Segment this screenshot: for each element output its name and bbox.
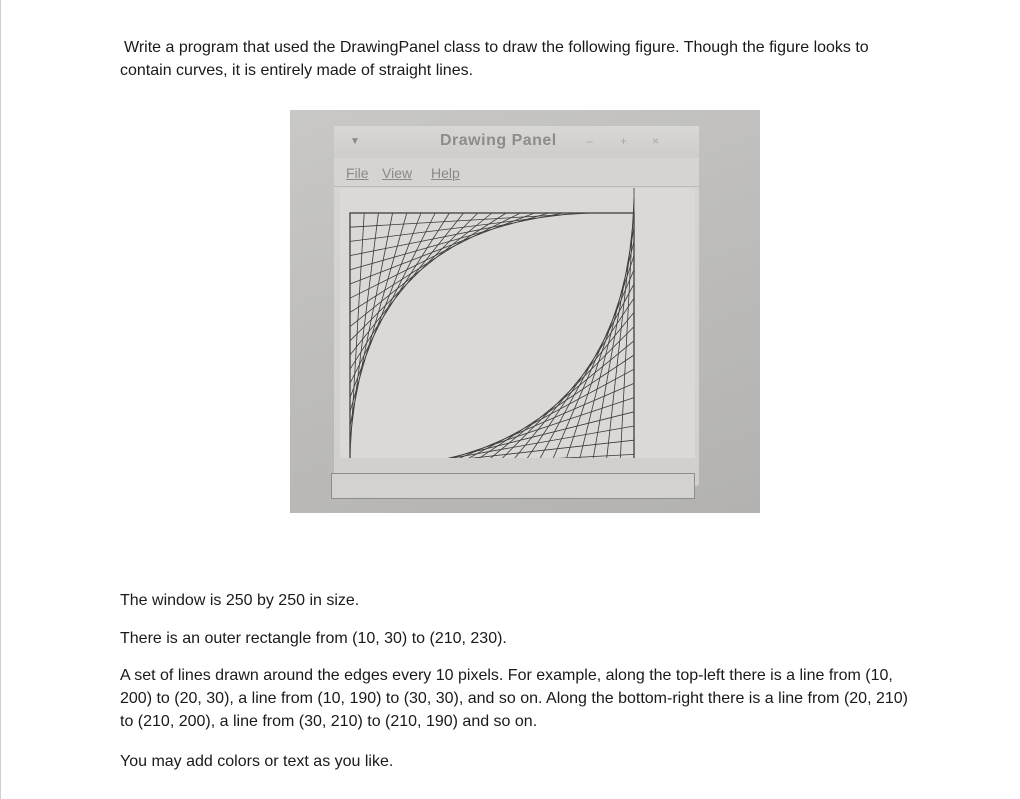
menu-help[interactable]: Help: [431, 165, 460, 181]
menu-file[interactable]: File: [346, 165, 369, 181]
top-left-line: [350, 213, 591, 227]
close-icon[interactable]: ×: [652, 134, 660, 148]
maximize-icon[interactable]: +: [620, 134, 628, 148]
window-titlebar: [334, 126, 699, 158]
outer-rectangle-paragraph: There is an outer rectangle from (10, 30) to (210, 230).: [120, 630, 507, 647]
colors-note-paragraph: You may add colors or text as you like.: [120, 753, 394, 770]
window-title: Drawing Panel: [440, 132, 557, 149]
menu-view[interactable]: View: [382, 165, 413, 181]
figure-photo: [290, 110, 760, 513]
window-size-paragraph: The window is 250 by 250 in size.: [120, 592, 360, 609]
lines-description-paragraph: A set of lines drawn around the edges every 10 pixels. For example, along the top-left there is a line from (10, 200) to (20, 30), a line from (10, 190) to (30, 30), and so on. Along the bottom-right there is a line from (20, 210) to (210, 200), a line from (30, 210) to (210, 190) and so on.: [120, 667, 908, 730]
drawing-canvas: [340, 188, 695, 458]
outer-rectangle: [350, 213, 634, 458]
top-left-line: [350, 213, 563, 256]
drawing-panel-window: [334, 126, 699, 486]
status-bar: [331, 473, 695, 499]
bottom-right-line: [591, 227, 634, 458]
figure-svg: [340, 188, 695, 458]
window-menu-arrow-icon[interactable]: ▼: [350, 136, 360, 147]
window-menubar: [334, 158, 699, 187]
minimize-icon[interactable]: –: [586, 134, 593, 148]
bottom-right-line: [606, 213, 634, 458]
intro-paragraph: Write a program that used the DrawingPanel class to draw the following figure. Though the figure looks to contain curves, it is entirely made of straight lines.: [120, 39, 869, 79]
page-left-border: [0, 0, 1, 799]
